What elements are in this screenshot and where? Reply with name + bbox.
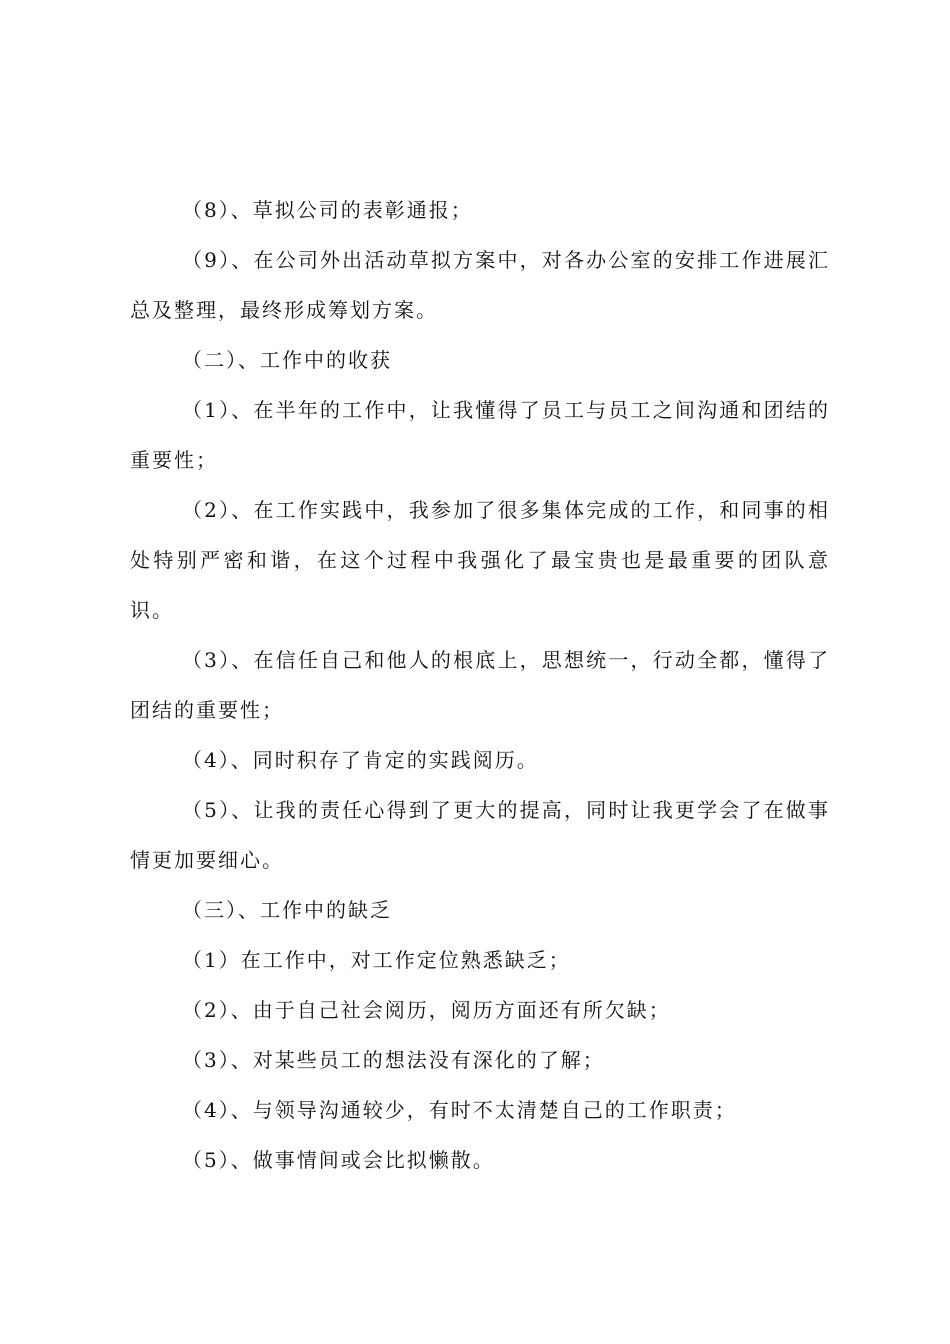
paragraph-gain-3: （3）、在信任自己和他人的根底上，思想统一，行动全都，懂得了团结的重要性；: [130, 648, 830, 722]
document-body: [130, 185, 830, 1185]
paragraph-shortcoming-4: （4）、与领导沟通较少，有时不太清楚自己的工作职责；: [182, 1098, 737, 1122]
paragraph-gain-5: （5）、让我的责任心得到了更大的提高，同时让我更学会了在做事情更加要细心。: [130, 798, 830, 872]
paragraph-shortcoming-3: （3）、对某些员工的想法没有深化的了解；: [182, 1048, 605, 1072]
paragraph-item-8-drafting-commendation: （8）、草拟公司的表彰通报；: [182, 198, 473, 222]
paragraph-gain-2: （2）、在工作实践中，我参加了很多集体完成的工作，和同事的相处特别严密和谐，在这个过程中我强化了最宝贵也是最重要的团队意识。: [130, 498, 830, 622]
section-heading-shortcomings: （三）、工作中的缺乏: [182, 898, 392, 922]
paragraph-shortcoming-5: （5）、做事情间或会比拟懒散。: [182, 1148, 495, 1172]
paragraph-item-9-outing-plan: （9）、在公司外出活动草拟方案中，对各办公室的安排工作进展汇总及整理，最终形成筹划方案。: [130, 248, 830, 322]
paragraph-gain-1: （1）、在半年的工作中，让我懂得了员工与员工之间沟通和团结的重要性；: [130, 398, 830, 472]
section-heading-gains: （二）、工作中的收获: [182, 348, 392, 372]
paragraph-shortcoming-2: （2）、由于自己社会阅历，阅历方面还有所欠缺；: [182, 998, 671, 1022]
paragraph-shortcoming-1: （1）在工作中，对工作定位熟悉缺乏；: [182, 948, 571, 972]
paragraph-gain-4: （4）、同时积存了肯定的实践阅历。: [182, 748, 539, 772]
